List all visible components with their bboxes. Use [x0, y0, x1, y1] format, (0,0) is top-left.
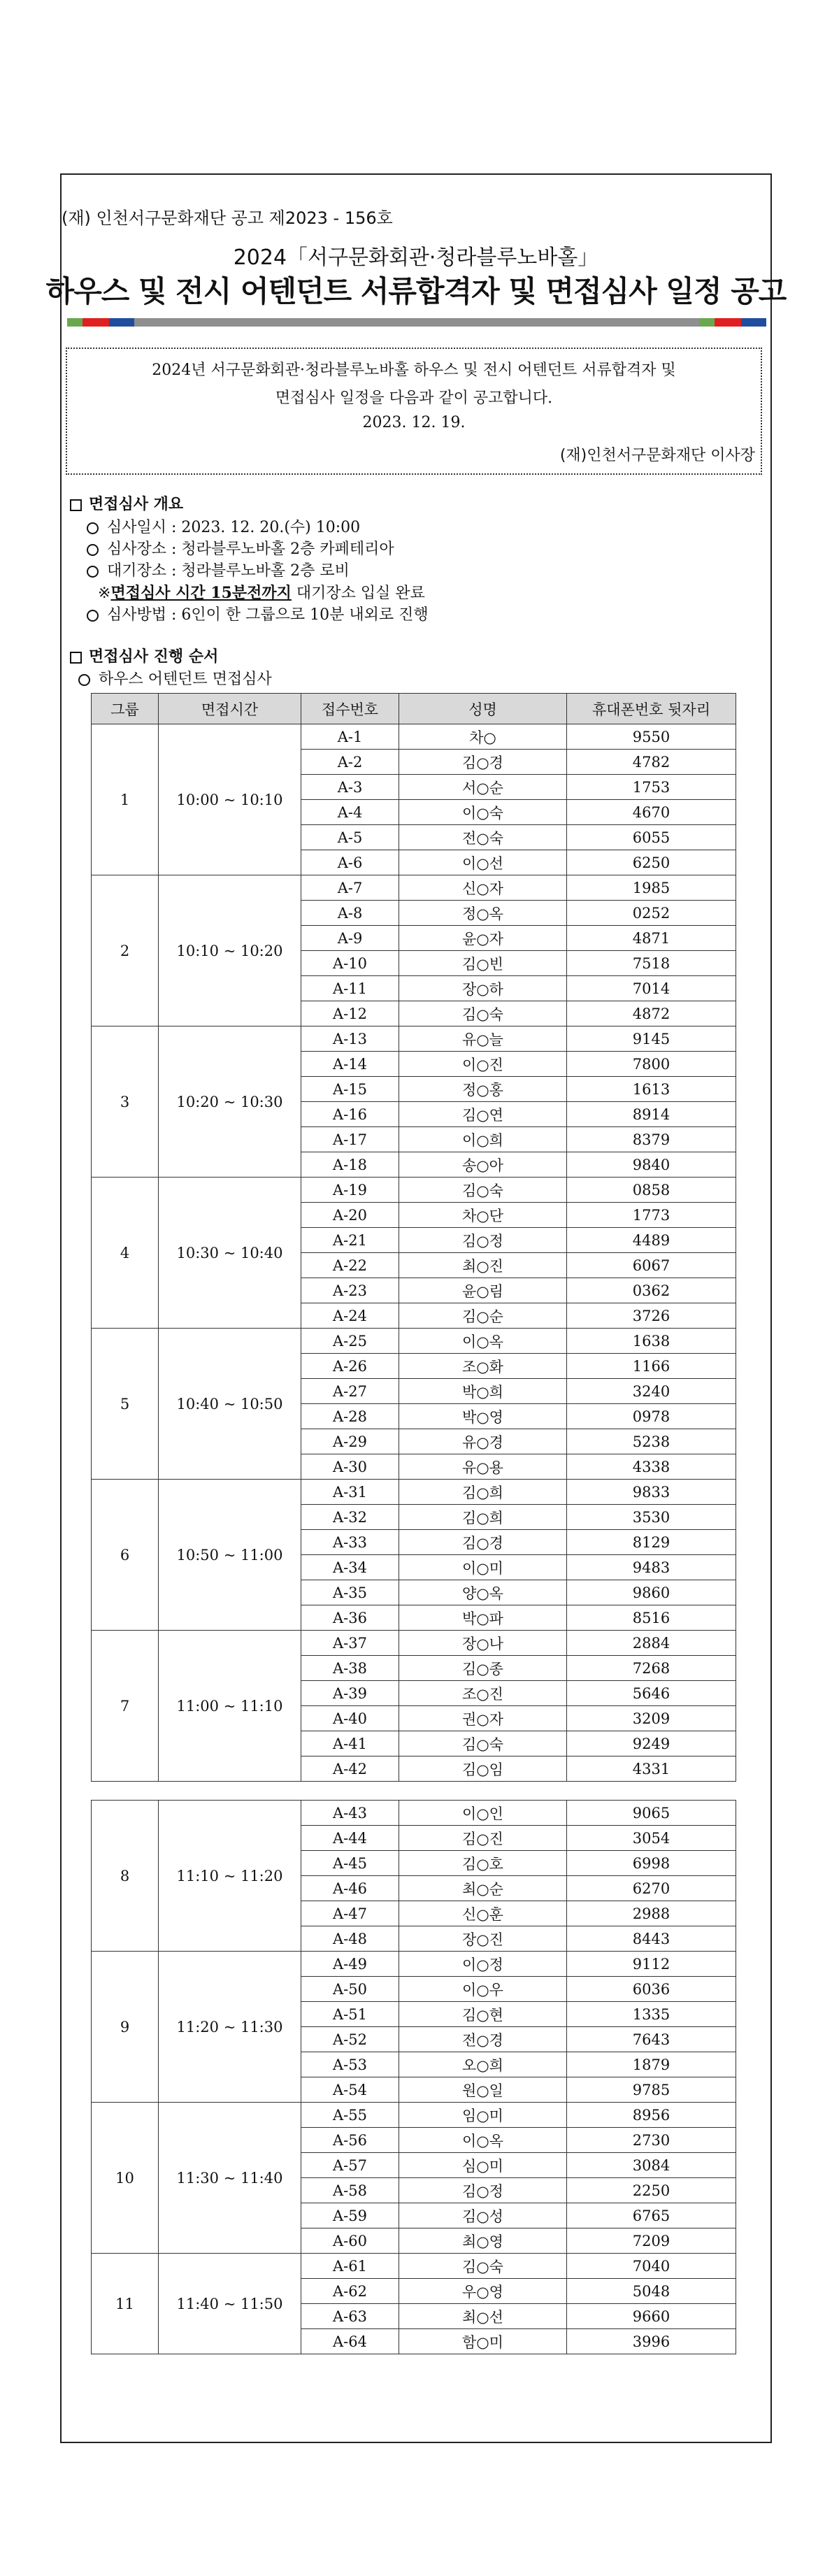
phone-suffix-cell: 3240 [567, 1379, 736, 1404]
phone-suffix-cell: 7268 [567, 1656, 736, 1681]
name-cell: 서○순 [399, 775, 567, 800]
phone-suffix-cell: 1613 [567, 1077, 736, 1102]
receipt-no-cell: A-49 [301, 1952, 399, 1977]
receipt-no-cell: A-27 [301, 1379, 399, 1404]
group-number-cell: 2 [92, 875, 159, 1026]
header-group: 그룹 [92, 694, 159, 724]
schedule-table-part2 [91, 1800, 736, 2354]
phone-suffix-cell: 9833 [567, 1480, 736, 1505]
phone-suffix-cell: 3530 [567, 1505, 736, 1530]
order-subheading-text: 하우스 어텐던트 면접심사 [99, 671, 272, 688]
name-cell: 심○미 [399, 2153, 567, 2178]
name-cell: 김○경 [399, 1530, 567, 1555]
receipt-no-cell: A-31 [301, 1480, 399, 1505]
phone-suffix-cell: 9550 [567, 724, 736, 750]
header-receipt-no: 접수번호 [301, 694, 399, 724]
notice-issuer: (재)인천서구문화재단 이사장 [559, 447, 755, 464]
phone-suffix-cell: 0978 [567, 1404, 736, 1429]
phone-suffix-cell: 9785 [567, 2077, 736, 2103]
name-cell: 이○정 [399, 1952, 567, 1977]
interview-time-cell: 10:40 ~ 10:50 [159, 1329, 301, 1480]
group-number-cell: 8 [92, 1801, 159, 1952]
table-row [92, 1801, 736, 1826]
receipt-no-cell: A-59 [301, 2203, 399, 2228]
receipt-no-cell: A-6 [301, 850, 399, 875]
phone-suffix-cell: 8516 [567, 1605, 736, 1631]
name-cell: 이○희 [399, 1127, 567, 1152]
receipt-no-cell: A-18 [301, 1152, 399, 1178]
name-cell: 최○진 [399, 1253, 567, 1278]
name-cell: 김○빈 [399, 951, 567, 976]
group-number-cell: 6 [92, 1480, 159, 1631]
phone-suffix-cell: 2884 [567, 1631, 736, 1656]
phone-suffix-cell: 6067 [567, 1253, 736, 1278]
phone-suffix-cell: 6055 [567, 825, 736, 850]
receipt-no-cell: A-50 [301, 1977, 399, 2002]
receipt-no-cell: A-57 [301, 2153, 399, 2178]
phone-suffix-cell: 7800 [567, 1052, 736, 1077]
name-cell: 김○정 [399, 1228, 567, 1253]
circle-bullet-icon [87, 610, 99, 622]
overview-item-waiting-text: 대기장소 : 청라블루노바홀 2층 로비 [107, 562, 350, 580]
name-cell: 김○순 [399, 1303, 567, 1329]
group-number-cell: 10 [92, 2103, 159, 2254]
table-row [92, 1178, 736, 1203]
table-row [92, 2103, 736, 2128]
receipt-no-cell: A-1 [301, 724, 399, 750]
group-number-cell: 7 [92, 1631, 159, 1782]
receipt-no-cell: A-46 [301, 1876, 399, 1901]
group-number-cell: 5 [92, 1329, 159, 1480]
interview-time-cell: 10:10 ~ 10:20 [159, 875, 301, 1026]
phone-suffix-cell: 9112 [567, 1952, 736, 1977]
receipt-no-cell: A-23 [301, 1278, 399, 1303]
interview-time-cell: 10:20 ~ 10:30 [159, 1026, 301, 1178]
title-divider-bar [67, 318, 766, 327]
table-row [92, 1329, 736, 1354]
name-cell: 신○자 [399, 875, 567, 901]
receipt-no-cell: A-29 [301, 1429, 399, 1454]
receipt-no-cell: A-26 [301, 1354, 399, 1379]
header-time: 면접시간 [159, 694, 301, 724]
circle-bullet-icon [78, 674, 90, 686]
phone-suffix-cell: 9249 [567, 1731, 736, 1756]
table-row [92, 1480, 736, 1505]
phone-suffix-cell: 3054 [567, 1826, 736, 1851]
group-number-cell: 4 [92, 1178, 159, 1329]
name-cell: 전○경 [399, 2027, 567, 2052]
name-cell: 김○숙 [399, 1001, 567, 1026]
section-order-title: 면접심사 진행 순서 [89, 648, 219, 666]
phone-suffix-cell: 9660 [567, 2304, 736, 2329]
phone-suffix-cell: 7040 [567, 2254, 736, 2279]
interview-time-cell: 11:10 ~ 11:20 [159, 1801, 301, 1952]
circle-bullet-icon [87, 522, 99, 534]
receipt-no-cell: A-52 [301, 2027, 399, 2052]
phone-suffix-cell: 3996 [567, 2329, 736, 2354]
receipt-no-cell: A-12 [301, 1001, 399, 1026]
phone-suffix-cell: 8443 [567, 1926, 736, 1952]
phone-suffix-cell: 2250 [567, 2178, 736, 2203]
warning-rest: 대기장소 입실 완료 [291, 585, 425, 602]
name-cell: 김○성 [399, 2203, 567, 2228]
name-cell: 김○현 [399, 2002, 567, 2027]
group-number-cell: 11 [92, 2254, 159, 2354]
interview-time-cell: 11:00 ~ 11:10 [159, 1631, 301, 1782]
name-cell: 차○ [399, 724, 567, 750]
receipt-no-cell: A-14 [301, 1052, 399, 1077]
receipt-no-cell: A-41 [301, 1731, 399, 1756]
overview-item-waiting [87, 559, 350, 580]
name-cell: 권○자 [399, 1706, 567, 1731]
name-cell: 이○옥 [399, 1329, 567, 1354]
phone-suffix-cell: 7209 [567, 2228, 736, 2254]
phone-suffix-cell: 2988 [567, 1901, 736, 1926]
interview-time-cell: 11:20 ~ 11:30 [159, 1952, 301, 2103]
name-cell: 양○옥 [399, 1580, 567, 1605]
accent-stripe-left-3 [109, 318, 134, 327]
name-cell: 장○나 [399, 1631, 567, 1656]
name-cell: 김○숙 [399, 1731, 567, 1756]
receipt-no-cell: A-33 [301, 1530, 399, 1555]
circle-bullet-icon [87, 566, 99, 578]
phone-suffix-cell: 1879 [567, 2052, 736, 2077]
receipt-no-cell: A-61 [301, 2254, 399, 2279]
notice-line-2: 면접심사 일정을 다음과 같이 공고합니다. [275, 389, 553, 407]
phone-suffix-cell: 4872 [567, 1001, 736, 1026]
interview-time-cell: 10:50 ~ 11:00 [159, 1480, 301, 1631]
section-overview-title: 면접심사 개요 [89, 496, 184, 513]
name-cell: 신○훈 [399, 1901, 567, 1926]
name-cell: 이○미 [399, 1555, 567, 1580]
phone-suffix-cell: 8129 [567, 1530, 736, 1555]
accent-stripe-right-1 [699, 318, 715, 327]
name-cell: 윤○림 [399, 1278, 567, 1303]
name-cell: 조○화 [399, 1354, 567, 1379]
table-row [92, 724, 736, 750]
receipt-no-cell: A-42 [301, 1756, 399, 1782]
phone-suffix-cell: 9065 [567, 1801, 736, 1826]
name-cell: 송○아 [399, 1152, 567, 1178]
table-row [92, 1952, 736, 1977]
receipt-no-cell: A-3 [301, 775, 399, 800]
receipt-no-cell: A-24 [301, 1303, 399, 1329]
name-cell: 최○순 [399, 1876, 567, 1901]
name-cell: 차○단 [399, 1203, 567, 1228]
receipt-no-cell: A-56 [301, 2128, 399, 2153]
accent-stripe-right-2 [715, 318, 741, 327]
receipt-no-cell: A-45 [301, 1851, 399, 1876]
page-title: 하우스 및 전시 어텐던트 서류합격자 및 면접심사 일정 공고 [45, 274, 787, 308]
phone-suffix-cell: 7014 [567, 976, 736, 1001]
name-cell: 김○숙 [399, 1178, 567, 1203]
name-cell: 이○숙 [399, 800, 567, 825]
name-cell: 김○희 [399, 1480, 567, 1505]
venue-subtitle: 2024「서구문화회관·청라블루노바홀」 [233, 245, 599, 270]
receipt-no-cell: A-53 [301, 2052, 399, 2077]
phone-suffix-cell: 8914 [567, 1102, 736, 1127]
name-cell: 김○희 [399, 1505, 567, 1530]
name-cell: 우○영 [399, 2279, 567, 2304]
receipt-no-cell: A-25 [301, 1329, 399, 1354]
phone-suffix-cell: 4782 [567, 750, 736, 775]
phone-suffix-cell: 0252 [567, 901, 736, 926]
receipt-no-cell: A-8 [301, 901, 399, 926]
phone-suffix-cell: 5048 [567, 2279, 736, 2304]
name-cell: 최○선 [399, 2304, 567, 2329]
phone-suffix-cell: 6250 [567, 850, 736, 875]
phone-suffix-cell: 6270 [567, 1876, 736, 1901]
section-order-heading [70, 645, 218, 666]
phone-suffix-cell: 5646 [567, 1681, 736, 1706]
phone-suffix-cell: 6036 [567, 1977, 736, 2002]
header-phone-suffix: 휴대폰번호 뒷자리 [567, 694, 736, 724]
table-row [92, 2254, 736, 2279]
name-cell: 오○희 [399, 2052, 567, 2077]
section-overview-heading [70, 492, 183, 514]
phone-suffix-cell: 4670 [567, 800, 736, 825]
phone-suffix-cell: 4871 [567, 926, 736, 951]
receipt-no-cell: A-51 [301, 2002, 399, 2027]
group-number-cell: 9 [92, 1952, 159, 2103]
name-cell: 김○임 [399, 1756, 567, 1782]
name-cell: 유○경 [399, 1429, 567, 1454]
receipt-no-cell: A-39 [301, 1681, 399, 1706]
phone-suffix-cell: 4331 [567, 1756, 736, 1782]
schedule-table-part1 [91, 693, 736, 1782]
receipt-no-cell: A-40 [301, 1706, 399, 1731]
name-cell: 원○일 [399, 2077, 567, 2103]
phone-suffix-cell: 1638 [567, 1329, 736, 1354]
receipt-no-cell: A-16 [301, 1102, 399, 1127]
interview-time-cell: 11:30 ~ 11:40 [159, 2103, 301, 2254]
phone-suffix-cell: 1753 [567, 775, 736, 800]
order-subheading [78, 667, 272, 689]
name-cell: 이○인 [399, 1801, 567, 1826]
overview-item-place [87, 537, 394, 559]
name-cell: 이○옥 [399, 2128, 567, 2153]
receipt-no-cell: A-28 [301, 1404, 399, 1429]
phone-suffix-cell: 8956 [567, 2103, 736, 2128]
table-row [92, 875, 736, 901]
receipt-no-cell: A-2 [301, 750, 399, 775]
header-name: 성명 [399, 694, 567, 724]
phone-suffix-cell: 9840 [567, 1152, 736, 1178]
receipt-no-cell: A-11 [301, 976, 399, 1001]
name-cell: 장○하 [399, 976, 567, 1001]
name-cell: 김○경 [399, 750, 567, 775]
receipt-no-cell: A-19 [301, 1178, 399, 1203]
receipt-no-cell: A-22 [301, 1253, 399, 1278]
receipt-no-cell: A-54 [301, 2077, 399, 2103]
phone-suffix-cell: 5238 [567, 1429, 736, 1454]
receipt-no-cell: A-48 [301, 1926, 399, 1952]
table-row [92, 1026, 736, 1052]
table-row [92, 1631, 736, 1656]
name-cell: 유○용 [399, 1454, 567, 1480]
receipt-no-cell: A-32 [301, 1505, 399, 1530]
checkbox-square-icon [70, 652, 82, 664]
phone-suffix-cell: 7518 [567, 951, 736, 976]
overview-item-method [87, 603, 429, 624]
phone-suffix-cell: 3726 [567, 1303, 736, 1329]
group-number-cell: 1 [92, 724, 159, 875]
name-cell: 함○미 [399, 2329, 567, 2354]
receipt-no-cell: A-44 [301, 1826, 399, 1851]
overview-item-method-text: 심사방법 : 6인이 한 그룹으로 10분 내외로 진행 [107, 606, 429, 624]
overview-item-date-text: 심사일시 : 2023. 12. 20.(수) 10:00 [107, 519, 361, 536]
name-cell: 유○늘 [399, 1026, 567, 1052]
receipt-no-cell: A-63 [301, 2304, 399, 2329]
phone-suffix-cell: 0362 [567, 1278, 736, 1303]
phone-suffix-cell: 9483 [567, 1555, 736, 1580]
receipt-no-cell: A-64 [301, 2329, 399, 2354]
name-cell: 최○영 [399, 2228, 567, 2254]
table-header-row [92, 694, 736, 724]
name-cell: 박○희 [399, 1379, 567, 1404]
receipt-no-cell: A-15 [301, 1077, 399, 1102]
phone-suffix-cell: 4489 [567, 1228, 736, 1253]
notice-date: 2023. 12. 19. [362, 414, 466, 431]
receipt-no-cell: A-35 [301, 1580, 399, 1605]
name-cell: 이○진 [399, 1052, 567, 1077]
circle-bullet-icon [87, 544, 99, 556]
phone-suffix-cell: 2730 [567, 2128, 736, 2153]
phone-suffix-cell: 3209 [567, 1706, 736, 1731]
receipt-no-cell: A-43 [301, 1801, 399, 1826]
interview-time-cell: 11:40 ~ 11:50 [159, 2254, 301, 2354]
name-cell: 정○옥 [399, 901, 567, 926]
warning-mark: ※ [98, 585, 111, 602]
phone-suffix-cell: 9860 [567, 1580, 736, 1605]
name-cell: 박○파 [399, 1605, 567, 1631]
checkbox-square-icon [70, 499, 82, 511]
receipt-no-cell: A-47 [301, 1901, 399, 1926]
phone-suffix-cell: 6765 [567, 2203, 736, 2228]
name-cell: 김○진 [399, 1826, 567, 1851]
name-cell: 조○진 [399, 1681, 567, 1706]
receipt-no-cell: A-10 [301, 951, 399, 976]
receipt-no-cell: A-37 [301, 1631, 399, 1656]
receipt-no-cell: A-58 [301, 2178, 399, 2203]
overview-item-place-text: 심사장소 : 청라블루노바홀 2층 카페테리아 [107, 541, 394, 558]
accent-stripe-right-3 [741, 318, 766, 327]
name-cell: 김○정 [399, 2178, 567, 2203]
name-cell: 김○연 [399, 1102, 567, 1127]
phone-suffix-cell: 7643 [567, 2027, 736, 2052]
receipt-no-cell: A-38 [301, 1656, 399, 1681]
phone-suffix-cell: 0858 [567, 1178, 736, 1203]
arrival-warning [98, 581, 425, 603]
name-cell: 장○진 [399, 1926, 567, 1952]
phone-suffix-cell: 3084 [567, 2153, 736, 2178]
interview-time-cell: 10:30 ~ 10:40 [159, 1178, 301, 1329]
phone-suffix-cell: 4338 [567, 1454, 736, 1480]
interview-time-cell: 10:00 ~ 10:10 [159, 724, 301, 875]
name-cell: 김○종 [399, 1656, 567, 1681]
receipt-no-cell: A-55 [301, 2103, 399, 2128]
name-cell: 윤○자 [399, 926, 567, 951]
name-cell: 박○영 [399, 1404, 567, 1429]
receipt-no-cell: A-21 [301, 1228, 399, 1253]
receipt-no-cell: A-17 [301, 1127, 399, 1152]
notice-number: (재) 인천서구문화재단 공고 제2023 - 156호 [62, 208, 393, 228]
phone-suffix-cell: 1773 [567, 1203, 736, 1228]
receipt-no-cell: A-9 [301, 926, 399, 951]
receipt-no-cell: A-4 [301, 800, 399, 825]
name-cell: 이○우 [399, 1977, 567, 2002]
accent-stripe-left-1 [67, 318, 83, 327]
name-cell: 정○홍 [399, 1077, 567, 1102]
receipt-no-cell: A-34 [301, 1555, 399, 1580]
group-number-cell: 3 [92, 1026, 159, 1178]
phone-suffix-cell: 8379 [567, 1127, 736, 1152]
name-cell: 이○선 [399, 850, 567, 875]
receipt-no-cell: A-20 [301, 1203, 399, 1228]
phone-suffix-cell: 1335 [567, 2002, 736, 2027]
notice-line-1: 2024년 서구문화회관·청라블루노바홀 하우스 및 전시 어텐던트 서류합격자 및 [152, 362, 676, 379]
receipt-no-cell: A-5 [301, 825, 399, 850]
phone-suffix-cell: 9145 [567, 1026, 736, 1052]
overview-item-date [87, 515, 360, 537]
phone-suffix-cell: 1166 [567, 1354, 736, 1379]
receipt-no-cell: A-60 [301, 2228, 399, 2254]
name-cell: 전○숙 [399, 825, 567, 850]
receipt-no-cell: A-7 [301, 875, 399, 901]
receipt-no-cell: A-13 [301, 1026, 399, 1052]
warning-emphasis: 면접심사 시간 15분전까지 [110, 584, 292, 602]
name-cell: 김○호 [399, 1851, 567, 1876]
receipt-no-cell: A-62 [301, 2279, 399, 2304]
accent-stripe-left-2 [83, 318, 109, 327]
name-cell: 임○미 [399, 2103, 567, 2128]
receipt-no-cell: A-30 [301, 1454, 399, 1480]
phone-suffix-cell: 6998 [567, 1851, 736, 1876]
receipt-no-cell: A-36 [301, 1605, 399, 1631]
phone-suffix-cell: 1985 [567, 875, 736, 901]
name-cell: 김○숙 [399, 2254, 567, 2279]
